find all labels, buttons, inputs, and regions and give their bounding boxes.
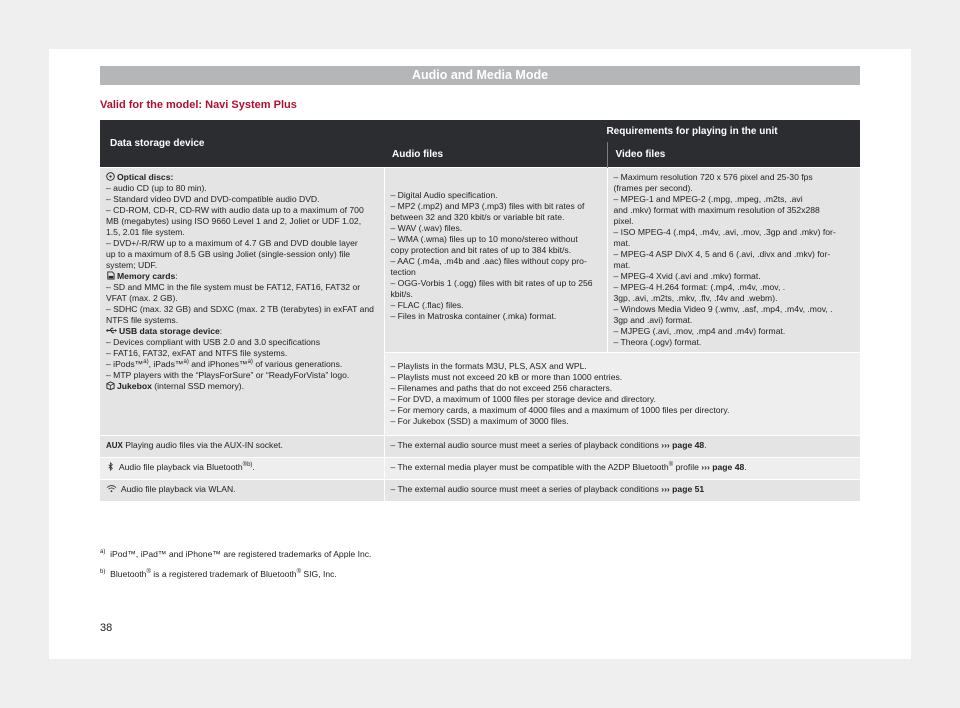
aux-label-cell xyxy=(100,435,384,457)
text-line: copy protection and bit rates of up to 384 kbit/s. xyxy=(390,244,572,255)
aux-icon: AUX xyxy=(106,440,123,450)
footnote-b: $^{b)}$ Bluetooth® is a registered trademark of Bluetooth® SIG, Inc. xyxy=(100,569,337,579)
text-line: – For Jukebox (SSD) a maximum of 3000 files. xyxy=(390,415,569,426)
text-line: – MPEG-1 and MPEG-2 (.mpg, .mpeg, .m2ts, .avi xyxy=(613,193,803,204)
text-line: – For DVD, a maximum of 1000 files per storage device and directory. xyxy=(390,393,656,404)
memory-suffix: : xyxy=(175,270,178,281)
table-row xyxy=(100,435,860,457)
text-line: – Devices compliant with USB 2.0 and 3.0 specifications xyxy=(106,336,320,347)
table-row xyxy=(100,479,860,501)
text-line: – SDHC (max. 32 GB) and SDXC (max. 2 TB (terabytes) in exFAT and xyxy=(106,303,374,314)
text-line: – Maximum resolution 720 x 576 pixel and 25-30 fps xyxy=(613,171,813,182)
page-link[interactable]: ››› page 48 xyxy=(701,461,745,472)
text-line: – Playlists in the formats M3U, PLS, ASX and WPL. xyxy=(390,360,587,371)
text-line: system; UDF. xyxy=(106,259,158,270)
text-line: – CD-ROM, CD-R, CD-RW with audio data up to a maximum of 700 xyxy=(106,204,364,215)
text-line: – MP2 (.mp2) and MP3 (.mp3) files with bit rates of xyxy=(390,200,585,211)
text-line: – Playlists must not exceed 20 kB or more than 1000 entries. xyxy=(390,371,623,382)
text-line: – Filenames and paths that do not exceed 256 characters. xyxy=(390,382,613,393)
disc-icon xyxy=(106,172,115,181)
jukebox-icon xyxy=(106,381,115,390)
requirements-table xyxy=(100,120,860,501)
text-line: (frames per second). xyxy=(613,182,693,193)
page-link[interactable]: ››› page 51 xyxy=(661,483,705,494)
optical-title: Optical discs: xyxy=(117,171,174,182)
wlan-label-cell xyxy=(100,479,384,501)
text-line: – SD and MMC in the file system must be FAT12, FAT16, FAT32 or xyxy=(106,281,361,292)
bluetooth-req-cell: – The external media player must be compatible with the A2DP Bluetooth® profile ››› page 48. xyxy=(384,457,860,479)
aux-req-cell: – The external audio source must meet a series of playback conditions ››› page 48. xyxy=(384,435,860,457)
text-line: – For memory cards, a maximum of 4000 files and a maximum of 1000 files per directory. xyxy=(390,404,730,415)
text-line: – Digital Audio specification. xyxy=(390,189,498,200)
usb-icon xyxy=(106,326,117,335)
text-line: – ISO MPEG-4 (.mp4, .m4v, .avi, .mov, .3gp and .mkv) for- xyxy=(613,226,836,237)
device-cell xyxy=(100,167,384,435)
playlist-cell xyxy=(384,352,860,435)
text-line: up to a maximum of 8.5 GB using Joliet (single-session only) file xyxy=(106,248,351,259)
wifi-icon xyxy=(106,484,117,493)
text-line: MB (megabytes) using ISO 9660 Level 1 and 2, Joliet or UDF 1.02, xyxy=(106,215,362,226)
text-line: – audio CD (up to 80 min). xyxy=(106,182,207,193)
text-line: – FLAC (.flac) files. xyxy=(390,299,464,310)
text-line: pixel. xyxy=(613,215,634,226)
text-line: – MPEG-4 H.264 format: (.mp4, .m4v, .mov, . xyxy=(613,281,786,292)
jukebox-title: Jukebox xyxy=(117,380,152,391)
footnotes xyxy=(100,549,371,589)
col-header-requirements: Requirements for playing in the unit xyxy=(384,120,860,142)
text-line: and .mkv) format with maximum resolution of 352x288 xyxy=(613,204,820,215)
text-line: – WAV (.wav) files. xyxy=(390,222,463,233)
text-line: – MPEG-4 Xvid (.avi and .mkv) format. xyxy=(613,270,761,281)
col-header-device: Data storage device xyxy=(100,120,384,167)
bluetooth-icon xyxy=(106,462,115,471)
memory-card-icon xyxy=(106,271,115,280)
page-link[interactable]: ››› page 48 xyxy=(661,439,705,450)
col-header-audio: Audio files xyxy=(384,142,607,167)
section-header: Audio and Media Mode xyxy=(100,66,860,85)
usb-suffix: : xyxy=(219,325,223,336)
memory-title: Memory cards xyxy=(117,270,176,281)
text-line: 3gp, .avi, .m2ts, .mkv, .flv, .f4v and .webm). xyxy=(613,292,778,303)
text-line: – Theora (.ogv) format. xyxy=(613,336,702,347)
text-line: – Standard video DVD and DVD-compatible audio DVD. xyxy=(106,193,320,204)
text-line: – WMA (.wma) files up to 10 mono/stereo without xyxy=(390,233,578,244)
model-subtitle: Valid for the model: Navi System Plus xyxy=(100,99,297,111)
text-line: – FAT16, FAT32, exFAT and NTFS file systems. xyxy=(106,347,288,358)
text-line: – DVD+/-R/RW up to a maximum of 4.7 GB and DVD double layer xyxy=(106,237,358,248)
text-line: mat. xyxy=(613,259,631,270)
bluetooth-label: Audio file playback via Bluetooth xyxy=(117,461,243,472)
text-line: 3gp and .avi) format. xyxy=(613,314,693,325)
text-line: – Windows Media Video 9 (.wmv, .asf, .mp4, .m4v, .mov, . xyxy=(613,303,833,314)
text-line: kbit/s. xyxy=(390,288,413,299)
wlan-label: Audio file playback via WLAN. xyxy=(119,483,236,494)
page-number: 38 xyxy=(100,622,113,634)
wlan-req-cell: – The external audio source must meet a series of playback conditions ››› page 51 xyxy=(384,479,860,501)
text-line: mat. xyxy=(613,237,631,248)
audio-files-cell xyxy=(384,167,607,352)
col-header-video: Video files xyxy=(607,142,860,167)
text-line: 1.5, 2.01 file system. xyxy=(106,226,185,237)
bluetooth-label-cell: Audio file playback via Bluetooth$^{®b)}$. xyxy=(100,457,384,479)
ipods-line: – iPods™$^{a)}$, iPads™$^{a)}$ and iPhones™$^{a)}$ of various generations. xyxy=(106,358,343,369)
text-line: tection xyxy=(390,266,416,277)
aux-label: Playing audio files via the AUX-IN socket. xyxy=(122,439,283,450)
text-line: – MJPEG (.avi, .mov, .mp4 and .m4v) format. xyxy=(613,325,786,336)
usb-title: USB data storage device xyxy=(119,325,220,336)
text-line: – MPEG-4 ASP DivX 4, 5 and 6 (.avi, .divx and .mkv) for- xyxy=(613,248,831,259)
text-line: – MTP players with the “PlaysForSure” or “ReadyForVista” logo. xyxy=(106,369,350,380)
jukebox-suffix: (internal SSD memory). xyxy=(151,380,245,391)
text-line: – OGG-Vorbis 1 (.ogg) files with bit rates of up to 256 xyxy=(390,277,593,288)
text-line: – AAC (.m4a, .m4b and .aac) files without copy pro- xyxy=(390,255,587,266)
text-line: VFAT (max. 2 GB). xyxy=(106,292,178,303)
text-line: – Files in Matroska container (.mka) format. xyxy=(390,310,557,321)
text-line: NTFS file systems. xyxy=(106,314,179,325)
text-line: between 32 and 320 kbit/s or variable bit rate. xyxy=(390,211,565,222)
video-files-cell xyxy=(607,167,860,352)
table-row xyxy=(100,457,860,479)
footnote-a: $^{a)}$ iPod™, iPad™ and iPhone™ are registered trademarks of Apple Inc. xyxy=(100,549,372,559)
